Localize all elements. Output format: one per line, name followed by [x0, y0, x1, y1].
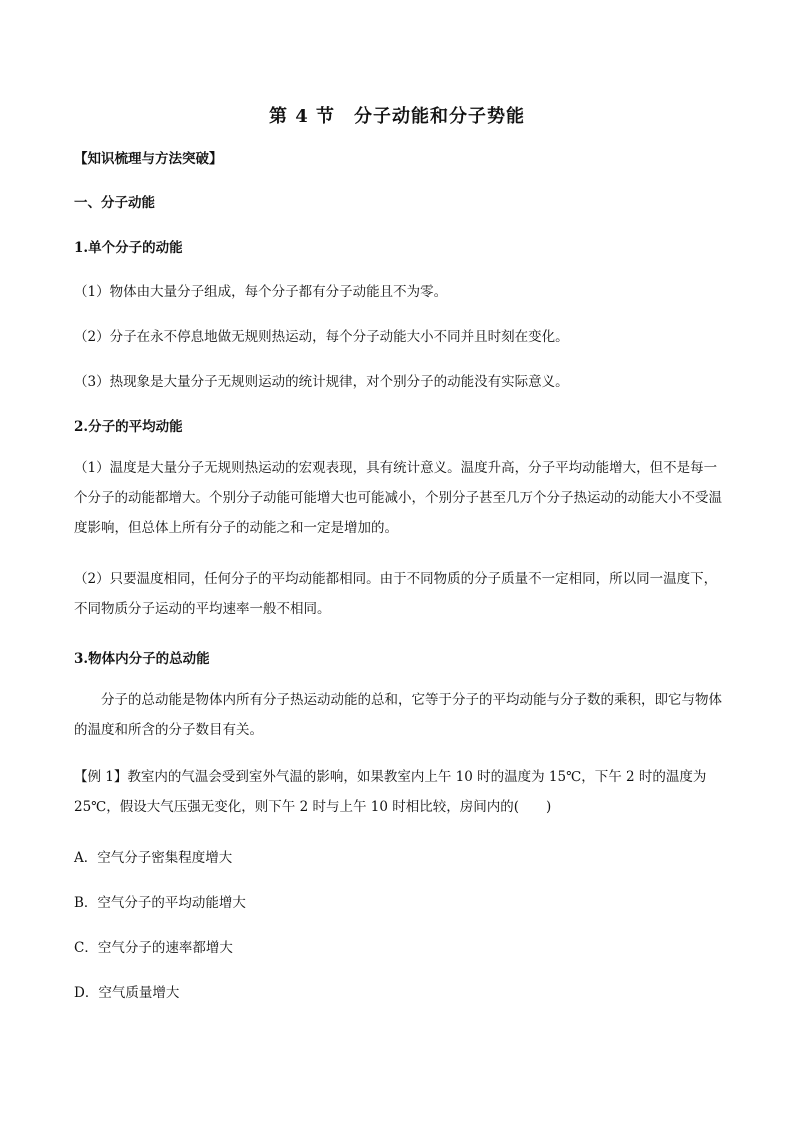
- option-d: D．空气质量增大: [74, 985, 180, 1001]
- section-header: 【知识梳理与方法突破】: [74, 151, 223, 167]
- heading-molecular-kinetic-energy: 一、分子动能: [74, 195, 155, 211]
- option-a: A．空气分子密集程度增大: [74, 850, 233, 866]
- option-c: C．空气分子的速率都增大: [74, 940, 233, 956]
- subheading-single-molecule: 1.单个分子的动能: [74, 240, 183, 256]
- paragraph: 分子的总动能是物体内所有分子热运动动能的总和，它等于分子的平均动能与分子数的乘积，即它与物体的温度和所含的分子数目有关。: [74, 692, 722, 738]
- list-item: （3）热现象是大量分子无规则运动的统计规律，对个别分子的动能没有实际意义。: [74, 374, 569, 390]
- option-b: B．空气分子的平均动能增大: [74, 895, 246, 911]
- paragraph: （2）只要温度相同，任何分子的平均动能都相同。由于不同物质的分子质量不一定相同，所以同一温度下，不同物质分子运动的平均速率一般不相同。: [74, 571, 718, 617]
- list-item: （2）分子在永不停息地做无规则热运动，每个分子动能大小不同并且时刻在变化。: [74, 329, 569, 345]
- subheading-average-kinetic-energy: 2.分子的平均动能: [74, 419, 183, 435]
- subheading-total-kinetic-energy: 3.物体内分子的总动能: [74, 651, 210, 667]
- list-item: （1）物体由大量分子组成，每个分子都有分子动能且不为零。: [74, 284, 448, 300]
- example-question: 【例 1】教室内的气温会受到室外气温的影响，如果教室内上午 10 时的温度为 15℃，下午 2 时的温度为 25℃，假设大气压强无变化，则下午 2 时与上午 10 时相比较，房间内的( ): [74, 769, 707, 815]
- page-title: 第 4 节 分子动能和分子势能: [268, 106, 526, 127]
- paragraph: （1）温度是大量分子无规则热运动的宏观表现，具有统计意义。温度升高，分子平均动能增大，但不是每一个分子的动能都增大。个别分子动能可能增大也可能减小，个别分子甚至几万个分子热运动的动能大小不受温度影响，但总体上所有分子的动能之和一定是增加的。: [74, 460, 722, 536]
